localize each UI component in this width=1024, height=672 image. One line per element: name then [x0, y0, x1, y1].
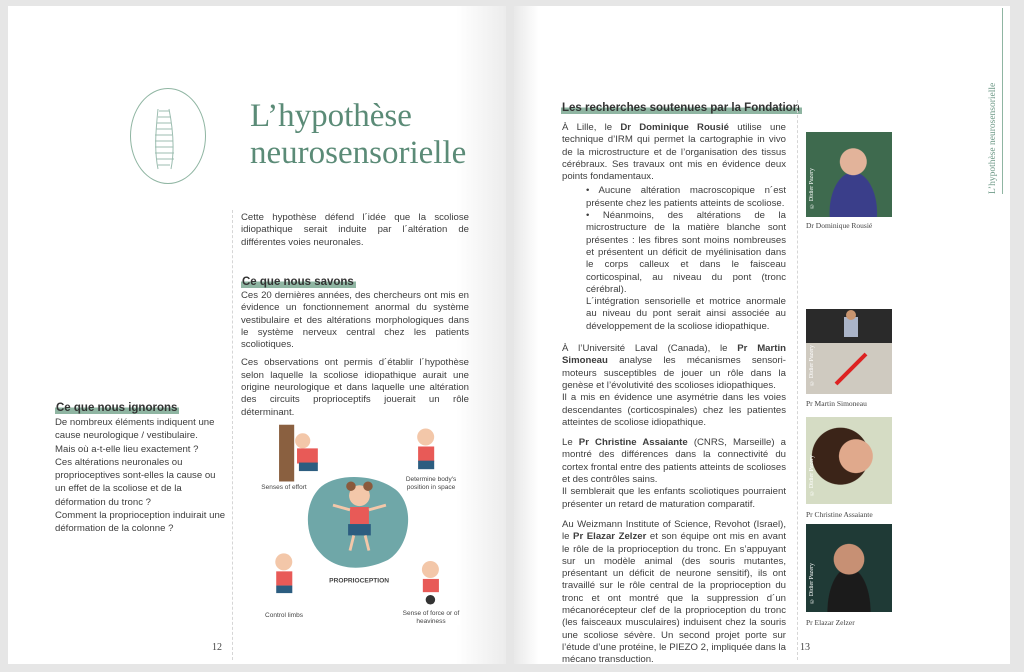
line: Comment la proprioception induirait une déformation de la colonne ?	[55, 510, 226, 535]
photo-caption: Dr Dominique Rousié	[806, 221, 873, 230]
bullet-item: • Aucune altération macroscopique n´est présente chez les patients atteints de scoliose.	[586, 185, 786, 209]
researcher-name: Pr Martin Simoneau	[562, 343, 786, 367]
intro-text: Cette hypothèse défend l´idée que la scoliose idiopathique serait induite par l´altération de différentes voies neuronales.	[241, 212, 469, 248]
text: Le	[562, 437, 579, 449]
photo-assalante	[806, 417, 892, 504]
ignorons-body	[55, 416, 227, 536]
heading-text: Ce que nous ignorons	[56, 402, 178, 414]
research-body	[562, 122, 786, 672]
illustration-title: PROPRIOCEPTION	[329, 577, 390, 585]
title-line-1: L’hypothèse	[250, 98, 412, 134]
page-number-right: 13	[800, 642, 810, 653]
line: Ces altérations neuronales ou proprioceptives sont-elles la cause ou un effet de la scoliose et de la déformation du tronc ?	[55, 456, 216, 508]
bottom-right-figure	[422, 561, 439, 605]
rousie-paragraph	[562, 122, 786, 183]
photo-credit: © Didier Pazery	[809, 563, 815, 604]
photo-credit: © Didier Pazery	[809, 168, 815, 209]
zelzer-paragraph	[562, 519, 786, 667]
simoneau-paragraph	[562, 343, 786, 392]
researcher-name: Dr Dominique Rousié	[620, 122, 729, 133]
title-line-2: neurosensorielle	[250, 135, 467, 171]
bottom-left-figure	[275, 553, 292, 593]
proprioception-illustration	[240, 420, 460, 630]
researcher-name: Pr Elazar Zelzer	[573, 531, 647, 543]
running-header-rule	[1002, 8, 1003, 194]
assalante-paragraph	[562, 437, 786, 486]
photo-rousie	[806, 132, 892, 217]
paragraph: Il a mis en évidence une asymétrie dans les voies descendantes (corticospinales) chez les patientes atteintes de scoliose idiopathique.	[562, 392, 786, 428]
bullet-item: L´intégration sensorielle et motrice anormale au niveau du pont serait ainsi associée au développement de la scoliose idiopathique.	[586, 296, 786, 332]
photo-simoneau	[806, 309, 892, 394]
label-position: Determine body's position in space	[402, 476, 460, 491]
line: Mais où a-t-elle lieu exactement ?	[55, 443, 199, 455]
page-number-left: 12	[212, 642, 222, 653]
text: analyse les mécanismes sensori-moteurs susceptibles de jouer un rôle dans la genèse et l’évolutivité des scolioses idiopathiques.	[562, 355, 786, 391]
text: À l’Université Laval (Canada), le	[562, 343, 738, 355]
savons-body	[241, 290, 469, 425]
section-heading-recherches	[561, 98, 802, 116]
photo-zelzer	[806, 524, 892, 612]
label-force: Sense of force or of heaviness	[402, 610, 460, 625]
researcher-name: Pr Christine Assaiante	[578, 437, 688, 449]
intro-paragraph	[241, 212, 469, 255]
photo-caption: Pr Christine Assaiante	[806, 510, 873, 519]
running-header: L’hypothèse neurosensorielle	[988, 82, 998, 194]
heading-text: Les recherches soutenues par la Fondation	[562, 102, 800, 114]
section-heading-ignorons	[55, 398, 179, 416]
paragraph: Il semblerait que les enfants scoliotiques pourraient présenter un retard de maturation comparatif.	[562, 486, 786, 510]
top-right-figure	[417, 429, 434, 470]
spine-logo-icon	[130, 88, 206, 184]
heading-text: Ce que nous savons	[242, 276, 354, 288]
label-effort: Senses of effort	[254, 484, 314, 492]
text: (CNRS, Marseille) a montré des différences dans la connectivité du cortex frontal entre des patients atteints de scolioses et des contrôles sains.	[562, 437, 786, 486]
paragraph: Ces 20 dernières années, des chercheurs ont mis en évidence un fonctionnement anormal du système vestibulaire et des altérations morphologiques dans le système nerveux central chez les patients scoliotiques.	[241, 290, 469, 351]
section-heading-savons	[241, 272, 356, 290]
column-divider-right	[797, 100, 798, 660]
column-divider	[232, 210, 233, 660]
text: utilise une technique d’IRM qui permet la cartographie in vivo de la microstructure et de l’organisation des tissus cérébraux. Ses travaux ont mis en évidence deux points fondamentaux.	[562, 122, 787, 183]
paragraph: Ces observations ont permis d´établir l´hypothèse selon laquelle la scoliose idiopathique aurait une origine neurologique et dans laquelle une altération des circuits proprioceptifs jouerait un rôle déterminant.	[241, 357, 469, 418]
text: et son équipe ont mis en avant le rôle de la proprioception du tronc. En s’appuyant sur un modèle animal (des souris mutantes, présentant un déficit de neurone sensitif), ils ont travaillé sur le rôle central de la proprioception du tronc et ont montré que la suppression d´un mécanorécepteur clef de la proprioception du tronc (les faisceaux musculaires) induisent chez la souris une scoliose sévère. Un second projet porte sur l’étude d’une protéine, le PIEZO 2, impliquée dans la mécano transduction.	[562, 531, 786, 666]
photo-caption: Pr Martin Simoneau	[806, 399, 867, 408]
wall-figure	[279, 425, 318, 482]
line: De nombreux éléments indiquent une cause neurologique / vestibulaire.	[55, 417, 215, 442]
page-title	[250, 98, 466, 172]
text: Au Weizmann Institute of Science, Revohot (Israel), le	[562, 518, 786, 543]
photo-credit: © Didier Pazery	[809, 455, 815, 496]
label-limbs: Control limbs	[254, 612, 314, 620]
photo-caption: Pr Elazar Zelzer	[806, 618, 855, 627]
bullet-item: • Néanmoins, des altérations de la microstructure de la matière blanche sont présentes : les fibres sont moins nombreuses et présentent un déficit de myélinisation dans le corps calleux et dans le faisceau corticospinal, au niveau du pont (tronc cérébral).	[586, 210, 786, 295]
photo-credit: © Didier Pazery	[809, 345, 815, 386]
text: À Lille, le	[562, 122, 621, 133]
